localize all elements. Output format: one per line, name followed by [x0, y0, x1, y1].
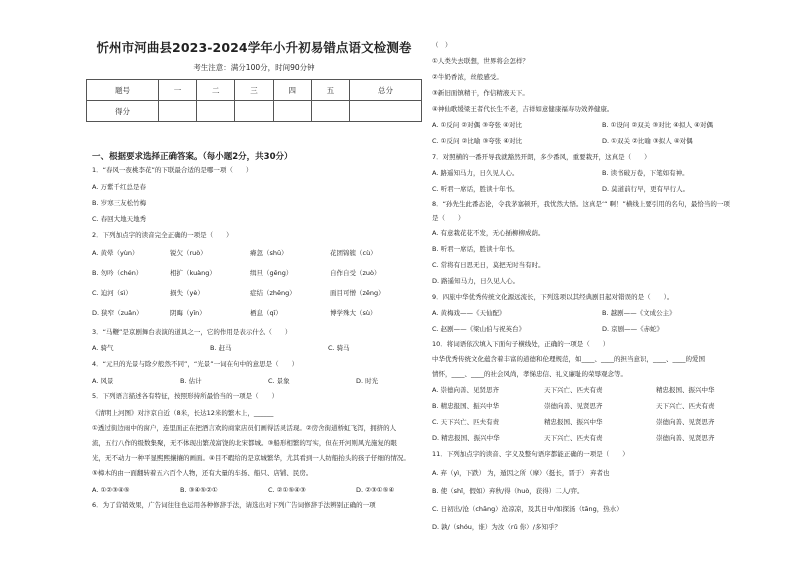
q11-option: A. 弃（yì，下跌） 为，遁因之所（摩）（挺长，晋于） 弃者也	[432, 469, 610, 477]
score-header-cell: 三	[235, 80, 273, 101]
q5-option: C. ②①⑤④③	[268, 486, 306, 494]
q7-option: C. 听君一席话，胜读十年书。	[432, 185, 519, 193]
q2-option: 阴晦（yīn）	[170, 309, 206, 317]
q5-option: D. ②③①⑤④	[356, 486, 395, 494]
question-2: 2．下列加点字的读音完全正确的一项是（ ）	[92, 231, 233, 239]
q6-option-row	[432, 137, 693, 146]
q2-option: C. 迫河（sì）	[92, 289, 132, 297]
q6-option: B. ①设问 ②双关 ③对比 ④拟人 ④对偶	[602, 121, 713, 129]
question-11: 11．下列加点字的读音、字义及整句语序都能正确的一项是（ ）	[432, 450, 629, 458]
q9-option: B. 越剧——《文成公主》	[602, 309, 676, 317]
q11-option: D. 孰/（shóu，谁）为汝（rǔ 你）/多知乎？	[432, 523, 561, 531]
q2-option: A. 黄晕（yùn）	[92, 249, 139, 257]
score-cell[interactable]	[311, 101, 349, 122]
question-3: 3．“马鞭”是京剧舞台表演的道具之一，它的作用是表示什么（ ）	[92, 328, 292, 336]
passage-line: 《清明上河图》对汴京自近（8米，长达12米的繁木上，______	[92, 409, 274, 417]
q7-option: B. 读书破万卷，下笔如有神。	[602, 169, 689, 177]
q9-option-row	[432, 325, 663, 334]
q10-option: 崇德向善、见贤思齐	[656, 434, 715, 442]
ad-line: ②牛奶香浓，丝般感受。	[432, 73, 503, 81]
score-cell[interactable]	[273, 101, 311, 122]
score-table-header-row	[87, 80, 422, 101]
passage-line: 流，五行八作的级数集聚，无不体现出繁茂富饶的北宋都城。③船形相繁的写实，但在开河则风光施复的眼	[92, 439, 397, 447]
q4-option: C. 景象	[268, 377, 290, 385]
question-5: 5．下列语言描述各有特征，按照形持所最恰当的一项是（ ）	[92, 392, 279, 400]
ad-line: ④神仙歌缓梁王者代长生不老，吉祥如意健康福寿功效养健康。	[432, 105, 614, 113]
answer-bracket: （ ）	[432, 41, 452, 49]
q2-option-row	[92, 249, 377, 258]
ad-line: ③新旧面镇精干，作信精液天下。	[432, 89, 529, 97]
q2-option: 花团锦簇（cù）	[330, 249, 377, 257]
q10-option: D. 精忠报国、振兴中华	[432, 434, 500, 442]
option-line: A. 万紫千红总是春	[92, 183, 146, 191]
q2-option: 症结（zhēng）	[250, 289, 296, 297]
passage-line: ①透过街边雨中的窗户，连里面正在把酒言欢的商家店员们画得活灵活现。②房舍街道桥虹飞泻，拥挤的人	[92, 424, 397, 432]
q2-option: 缉旦（gēng）	[250, 269, 293, 277]
passage-line: ⑤樟木的由一面翻转着五六百个人物，还有大量的车扬、船只、店铺、民房。	[92, 469, 313, 477]
q2-option: 博学殊大（sù）	[330, 309, 377, 317]
q2-option: 相扩（kuàng）	[170, 269, 216, 277]
q7-option: A. 路遥知马力，日久见人心。	[432, 169, 519, 177]
q11-option: B. 使（shǐ，假如）弃秋/得（huò，获得）二人/弈。	[432, 487, 584, 495]
score-row-label: 得分	[87, 101, 159, 122]
q7-option: D. 莫道前行早，更有早行人。	[602, 185, 690, 193]
passage-line: 光，无不动力一种平显熙熙攘攘的画面。④目不暇给的是京城繁华，尤其看到一人纺船抬头的孩子仔细的情况。	[92, 454, 410, 462]
q10-option: B. 精忠报国、振兴中华	[432, 402, 500, 410]
q2-option-row	[92, 269, 381, 278]
fill-line: 中华优秀传统文化蕴含着丰富的道德和伦理规范，如____、____的担当意识，____、____的爱国	[432, 355, 705, 363]
q11-option: C. 日初出/沧（chāng）沧凉凉，及其日中/如探汤（tāng，热水）	[432, 505, 623, 513]
q10-option: 天下兴亡、匹夫有责	[544, 434, 603, 442]
score-header-cell: 题号	[87, 80, 159, 101]
option-line: C. 春回大地天地秀	[92, 215, 147, 223]
exam-notice: 考生注意：满分100分，时间90分钟	[193, 63, 315, 72]
q10-option: 崇德向善、见贤思齐	[656, 418, 715, 426]
q3-option: C. 骑马	[328, 344, 350, 352]
q3-option: B. 赶马	[210, 344, 232, 352]
q5-option: A. ①②③④⑤	[92, 486, 130, 494]
score-cell[interactable]	[235, 101, 273, 122]
q10-option: 天下兴亡、匹夫有责	[544, 386, 603, 394]
score-header-cell: 四	[273, 80, 311, 101]
question-10: 10．将词语依次填入下面句子横线处，正确的一项是（ ）	[432, 340, 610, 348]
q8-option: D. 路遥知马力，日久见人心。	[432, 277, 520, 285]
q7-option-row	[432, 185, 689, 194]
q4-option: A. 风景	[92, 377, 114, 385]
score-header-cell: 二	[197, 80, 235, 101]
q9-option-row	[432, 309, 676, 318]
q2-option: 自作自受（zuò）	[330, 269, 381, 277]
question-7: 7．对照横的一番开导我就豁然开朗，多少番风，重要栽开，这真是（ ）	[432, 153, 651, 161]
q4-option: B. 估计	[180, 377, 202, 385]
q8-option: B. 听君一席话，胜读十年书。	[432, 245, 519, 253]
q10-option: A. 崇德向善、见贤思齐	[432, 386, 499, 394]
ad-line: ①人类失去联想，世界将会怎样？	[432, 57, 529, 65]
q6-option: D. ①双关 ②比喻 ③拟人 ④对偶	[602, 137, 693, 145]
fill-line: 情怀，____、____的社会风尚，孝悌忠信、礼义廉耻的荣辱观念等。	[432, 370, 627, 378]
score-cell[interactable]	[350, 101, 422, 122]
score-header-cell: 总分	[350, 80, 422, 101]
score-header-cell: 五	[311, 80, 349, 101]
question-9: 9．四旅中华优秀传统文化源远流长，下列选项以其经典剧目起对错误的是（ ）。	[432, 293, 674, 301]
q8-option: A. 有意栽花花不发，无心插柳柳成荫。	[432, 229, 545, 237]
q6-option: A. ①反问 ②对偶 ③夸张 ④对比	[432, 121, 522, 129]
section-heading: 一、根据要求选择正确答案。（每小题2分，共30分）	[92, 152, 293, 162]
q2-option-row	[92, 289, 385, 298]
q10-option: 天下兴亡、匹夫有责	[656, 402, 715, 410]
q2-option: B. 勿吟（chén）	[92, 269, 143, 277]
q2-option-row	[92, 309, 377, 318]
q7-option-row	[432, 169, 689, 178]
q2-option: 瘠忽（shū）	[250, 249, 288, 257]
score-header-cell: 一	[158, 80, 196, 101]
q3-option-row	[92, 344, 350, 353]
q2-option: D. 狭窄（zuǎn）	[92, 309, 143, 317]
question-8-cont: 是（ ）	[432, 214, 465, 222]
q10-option: 崇德向善、见贤思齐	[544, 402, 603, 410]
q10-option-row	[432, 434, 715, 443]
q2-option: 损失（yè）	[170, 289, 204, 297]
q4-option: D. 时光	[356, 377, 379, 385]
q10-option: C. 天下兴亡、匹夫有责	[432, 418, 500, 426]
q2-option: 栖息（qī）	[250, 309, 282, 317]
question-6: 6．为了营销效果，广告词往往也运用各种修辞手法，请选出对下列广告词修辞手法辨别正确的一项	[92, 501, 376, 509]
q10-option-row	[432, 386, 715, 395]
q9-option: C. 赵剧——《梁山伯与祝英台》	[432, 325, 526, 333]
q4-option-row	[92, 377, 378, 386]
q2-option: 面目可憎（zēng）	[330, 289, 385, 297]
q6-option-row	[432, 121, 713, 130]
q10-option: 精忠报国、振兴中华	[656, 386, 715, 394]
q10-option: 精忠报国、振兴中华	[544, 418, 603, 426]
q5-option: B. ③④⑤②①	[180, 486, 218, 494]
q10-option-row	[432, 402, 715, 411]
q3-option: A. 骑气	[92, 344, 114, 352]
question-4: 4．“元旦的光景与除夕般然不同”，“光景”一词在句中的意思是（ ）	[92, 360, 299, 368]
question-1: 1．“春风一夜桃李花”的下联最合适的是哪一项（ ）	[92, 166, 253, 174]
score-cell[interactable]	[197, 101, 235, 122]
score-table	[86, 79, 422, 122]
q10-option-row	[432, 418, 715, 427]
score-table-score-row	[87, 101, 422, 122]
score-cell[interactable]	[158, 101, 196, 122]
q9-option: A. 黄梅戏——《天仙配》	[432, 309, 506, 317]
q6-option: C. ①反问 ②比喻 ③夸张 ④对比	[432, 137, 523, 145]
q2-option: 锐欠（ruò）	[170, 249, 207, 257]
exam-title: 忻州市河曲县2023-2024学年小升初易错点语文检测卷	[96, 40, 412, 55]
question-8: 8．“孙先生此番态论，令我茅塞顿开，我忧然大悟。这真是‘“ 啊！”横线上要引用的名句，最恰当的一项	[432, 200, 730, 208]
q8-option: C. 常将有日思无日，莫把无时当有时。	[432, 261, 545, 269]
q5-option-row	[92, 486, 394, 495]
option-line: B. 岁寒三友松竹梅	[92, 199, 147, 207]
q9-option: D. 京剧——《赤蛇》	[602, 325, 664, 333]
